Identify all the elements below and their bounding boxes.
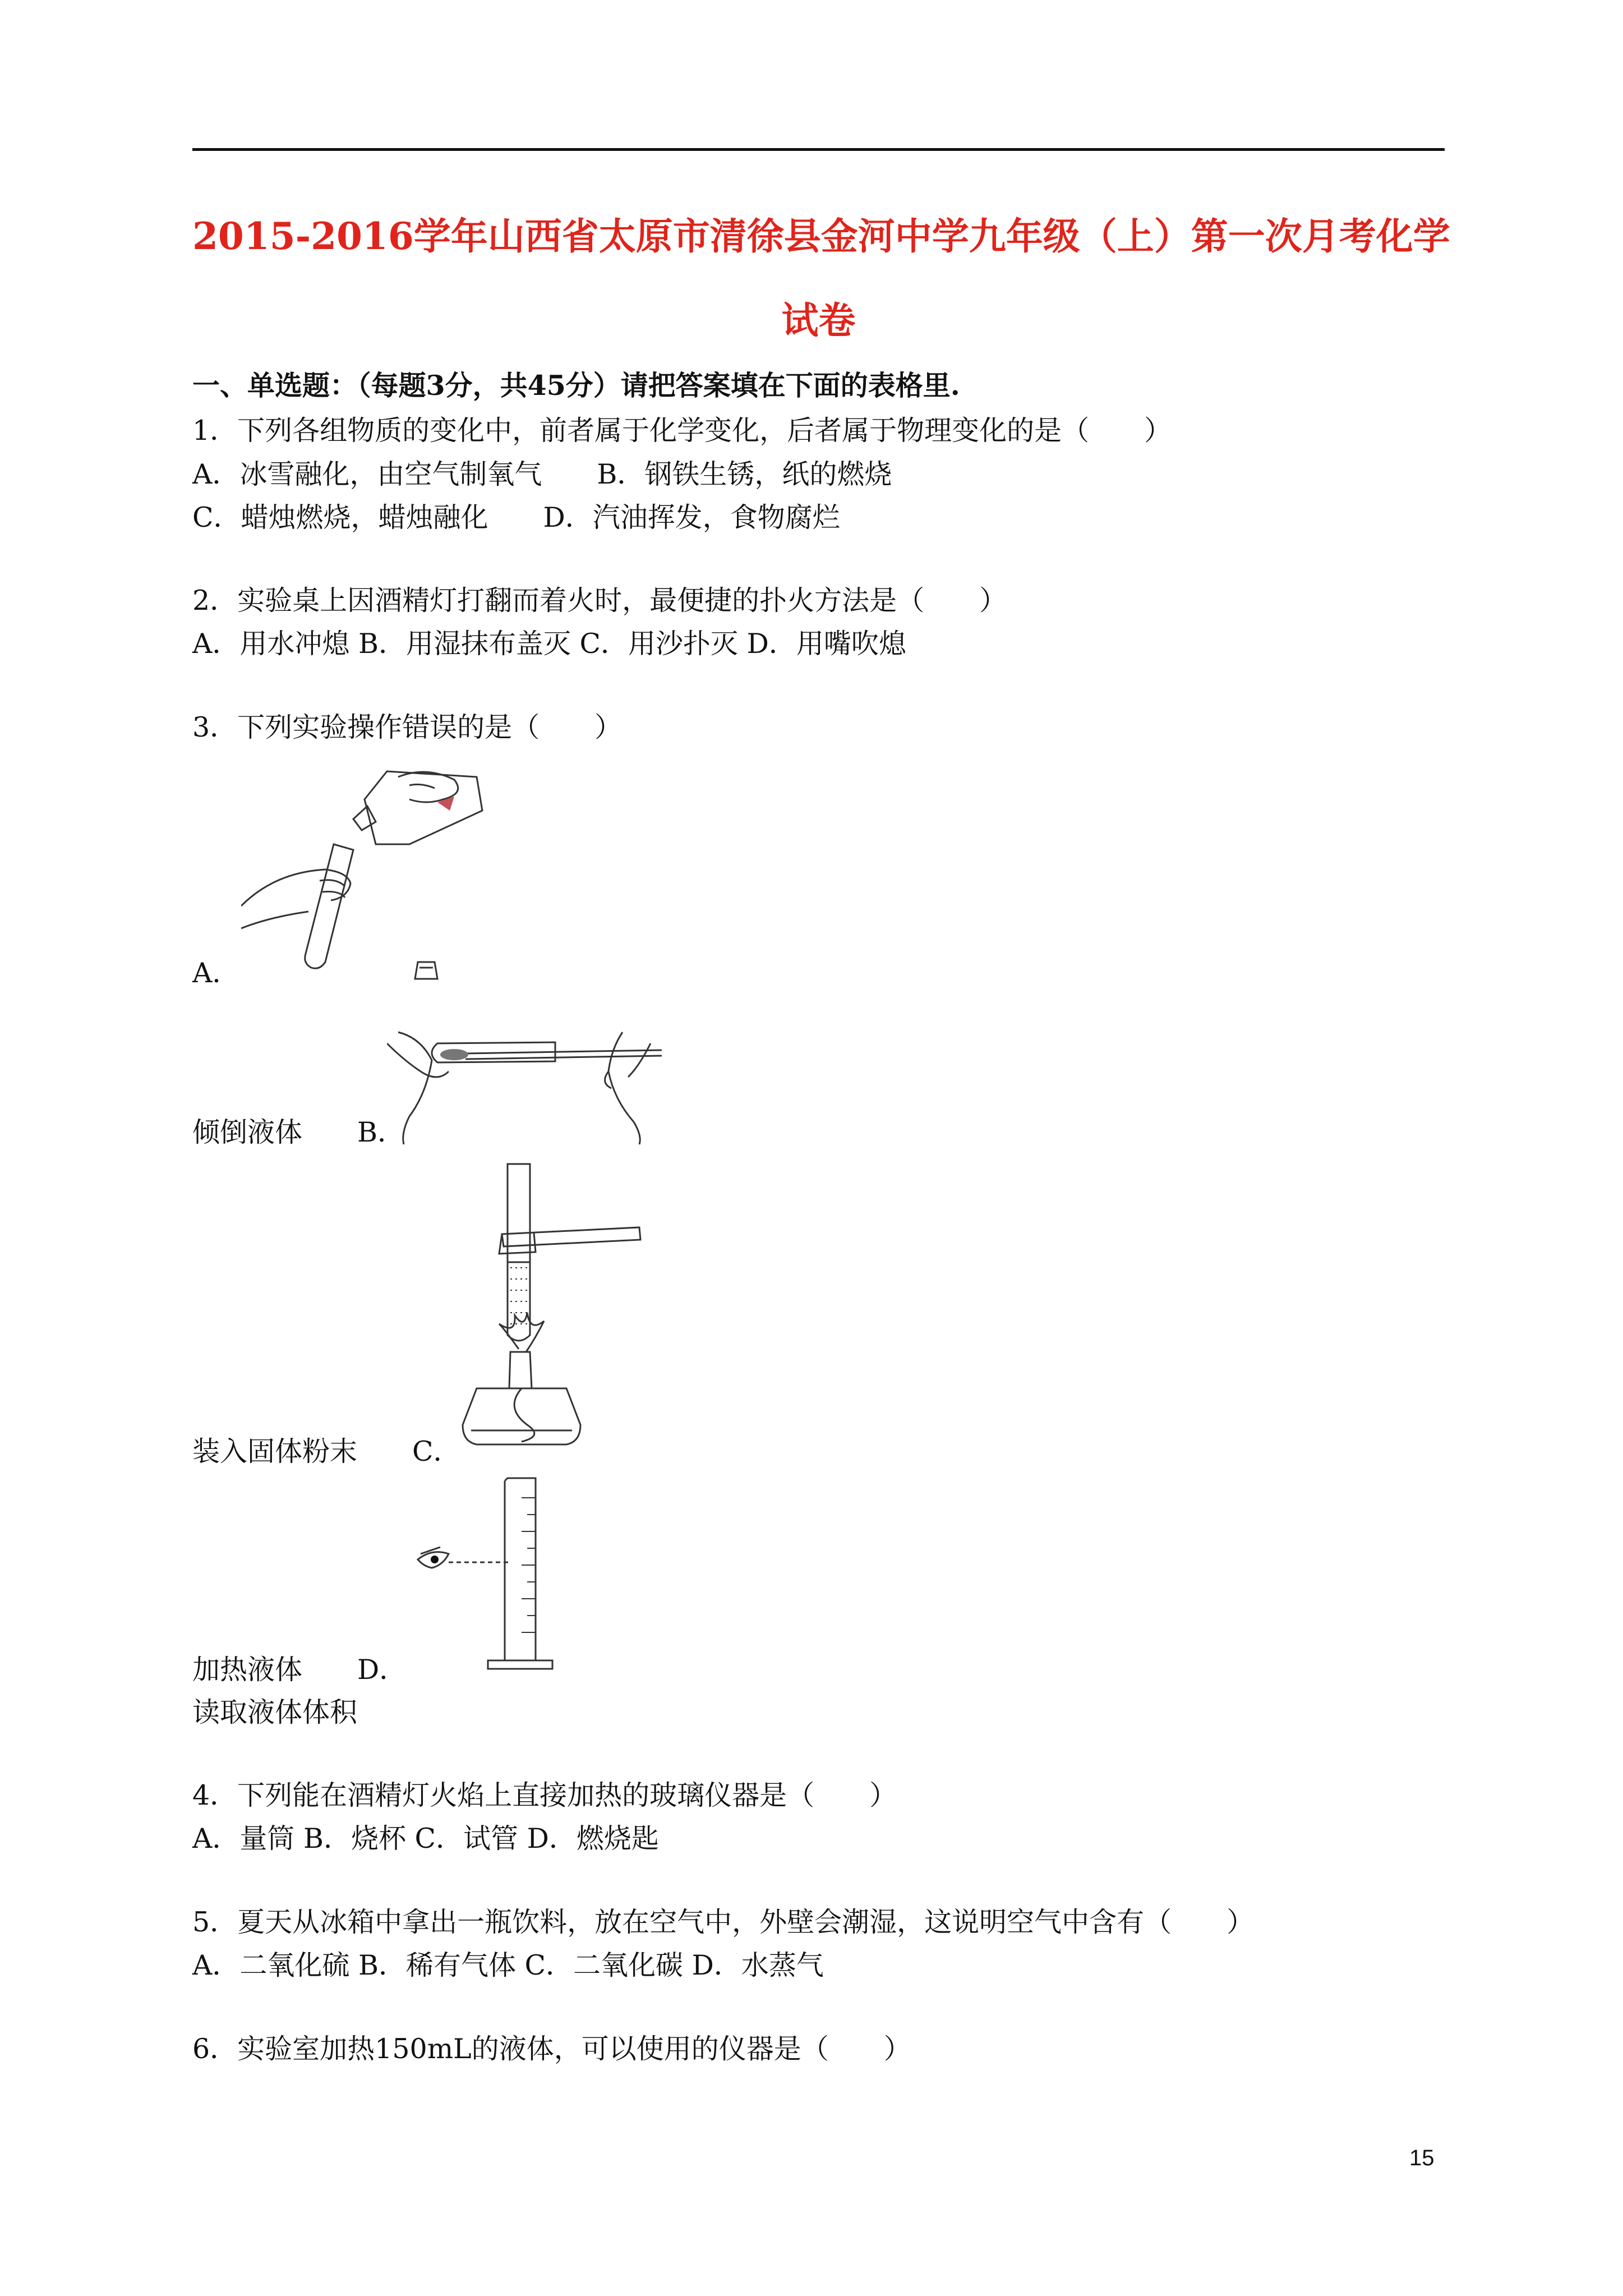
q1-stem: 1．下列各组物质的变化中，前者属于化学变化，后者属于物理变化的是（ ） (192, 415, 1172, 447)
q2-stem: 2．实验桌上因酒精灯打翻而着火时，最便捷的扑火方法是（ ） (192, 585, 1007, 616)
page-title-line2: 试卷 (781, 298, 856, 342)
page-number: 15 (1409, 2146, 1435, 2170)
header-rule (192, 148, 1445, 151)
reading-cylinder-figure (409, 1475, 561, 1677)
q5-stem: 5．夏天从冰箱中拿出一瓶饮料，放在空气中，外壁会潮湿，这说明空气中含有（ ） (192, 1906, 1255, 1938)
q3-stem: 3．下列实验操作错误的是（ ） (192, 711, 623, 743)
section-heading: 一、单选题：（每题3分，共45分）请把答案填在下面的表格里. (192, 369, 960, 402)
q1-options-ab: A．冰雪融化，由空气制氧气 B．钢铁生锈，纸的燃烧 (192, 458, 892, 490)
q3-label-a: A． (192, 957, 240, 989)
q3-caption-b-label-c: 装入固体粉末 C． (192, 1435, 461, 1467)
page-title-line1: 2015-2016学年山西省太原市清徐县金河中学九年级（上）第一次月考化学 (192, 214, 1450, 258)
q4-stem: 4．下列能在酒精灯火焰上直接加热的玻璃仪器是（ ） (192, 1779, 897, 1811)
q3-caption-c-label-d: 加热液体 D． (192, 1654, 407, 1686)
pouring-liquid-figure (241, 760, 505, 984)
q1-options-cd: C．蜡烛燃烧，蜡烛融化 D．汽油挥发，食物腐烂 (192, 501, 840, 533)
q4-options: A．量筒 B．烧杯 C．试管 D．燃烧匙 (192, 1823, 659, 1855)
q3-caption-d: 读取液体体积 (192, 1696, 358, 1728)
adding-powder-figure (387, 1027, 667, 1147)
heating-liquid-figure (460, 1161, 645, 1475)
q3-caption-a-label-b: 倾倒液体 B． (192, 1116, 405, 1148)
q2-options: A．用水冲熄 B．用湿抹布盖灭 C．用沙扑灭 D．用嘴吹熄 (192, 628, 906, 660)
q6-stem: 6．实验室加热150mL的液体，可以使用的仪器是（ ） (192, 2033, 911, 2065)
q5-options: A．二氧化硫 B．稀有气体 C．二氧化碳 D．水蒸气 (192, 1949, 824, 1981)
